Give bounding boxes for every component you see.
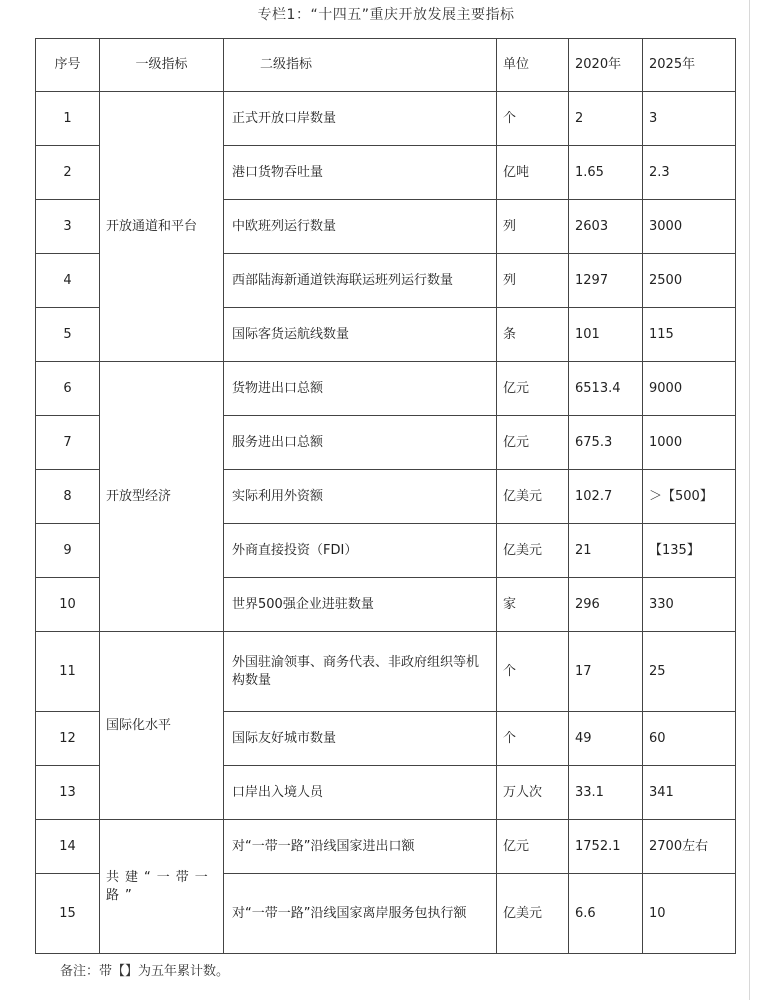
header-2020: 2020年 [569, 39, 643, 92]
value-2020: 17 [569, 632, 643, 712]
header-row [36, 39, 736, 92]
header-no: 序号 [36, 39, 100, 92]
level2-indicator: 中欧班列运行数量 [224, 200, 497, 254]
unit-cell: 亿吨 [497, 146, 569, 200]
row-number: 6 [36, 362, 100, 416]
row-number: 8 [36, 470, 100, 524]
row-number: 11 [36, 632, 100, 712]
unit-cell: 亿美元 [497, 874, 569, 954]
value-2025: ＞【500】 [643, 470, 736, 524]
value-2020: 1297 [569, 254, 643, 308]
unit-cell: 列 [497, 200, 569, 254]
value-2020: 2 [569, 92, 643, 146]
value-2025: 10 [643, 874, 736, 954]
row-number: 1 [36, 92, 100, 146]
value-2025: 3 [643, 92, 736, 146]
row-number: 5 [36, 308, 100, 362]
footnote: 备注：带【】为五年累计数。 [60, 964, 230, 979]
value-2025: 60 [643, 712, 736, 766]
level2-indicator: 港口货物吞吐量 [224, 146, 497, 200]
level1-indicator: 开放通道和平台 [100, 92, 224, 362]
value-2020: 1.65 [569, 146, 643, 200]
level2-indicator: 口岸出入境人员 [224, 766, 497, 820]
level2-indicator: 实际利用外资额 [224, 470, 497, 524]
level1-indicator: 开放型经济 [100, 362, 224, 632]
value-2020: 2603 [569, 200, 643, 254]
unit-cell: 亿美元 [497, 524, 569, 578]
level1-indicator: 共建“一带一路” [100, 820, 224, 954]
level2-indicator: 国际客货运航线数量 [224, 308, 497, 362]
table-row [36, 92, 736, 146]
level2-indicator: 货物进出口总额 [224, 362, 497, 416]
unit-cell: 亿美元 [497, 470, 569, 524]
value-2020: 296 [569, 578, 643, 632]
table-row [36, 362, 736, 416]
value-2025: 115 [643, 308, 736, 362]
header-2025: 2025年 [643, 39, 736, 92]
value-2020: 102.7 [569, 470, 643, 524]
unit-cell: 个 [497, 632, 569, 712]
table-row [36, 632, 736, 712]
header-unit: 单位 [497, 39, 569, 92]
row-number: 4 [36, 254, 100, 308]
value-2025: 1000 [643, 416, 736, 470]
unit-cell: 个 [497, 712, 569, 766]
level2-indicator: 外商直接投资（FDI） [224, 524, 497, 578]
value-2025: 【135】 [643, 524, 736, 578]
table-row [36, 820, 736, 874]
row-number: 14 [36, 820, 100, 874]
value-2020: 1752.1 [569, 820, 643, 874]
row-number: 10 [36, 578, 100, 632]
value-2020: 6513.4 [569, 362, 643, 416]
level2-indicator: 正式开放口岸数量 [224, 92, 497, 146]
value-2020: 49 [569, 712, 643, 766]
unit-cell: 万人次 [497, 766, 569, 820]
row-number: 15 [36, 874, 100, 954]
table-caption: 专栏1：“十四五”重庆开放发展主要指标 [257, 7, 515, 23]
unit-cell: 亿元 [497, 416, 569, 470]
row-number: 2 [36, 146, 100, 200]
unit-cell: 列 [497, 254, 569, 308]
row-number: 3 [36, 200, 100, 254]
value-2025: 2700左右 [643, 820, 736, 874]
header-level1: 一级指标 [100, 39, 224, 92]
page-edge-line [749, 0, 750, 1000]
value-2025: 9000 [643, 362, 736, 416]
row-number: 9 [36, 524, 100, 578]
row-number: 12 [36, 712, 100, 766]
value-2020: 6.6 [569, 874, 643, 954]
value-2025: 25 [643, 632, 736, 712]
level2-indicator: 对“一带一路”沿线国家进出口额 [224, 820, 497, 874]
value-2020: 21 [569, 524, 643, 578]
level2-indicator: 服务进出口总额 [224, 416, 497, 470]
value-2025: 2.3 [643, 146, 736, 200]
level2-indicator: 西部陆海新通道铁海联运班列运行数量 [224, 254, 497, 308]
value-2025: 341 [643, 766, 736, 820]
level1-indicator: 国际化水平 [100, 632, 224, 820]
level2-indicator: 外国驻渝领事、商务代表、非政府组织等机构数量 [224, 632, 497, 712]
unit-cell: 家 [497, 578, 569, 632]
value-2020: 675.3 [569, 416, 643, 470]
value-2025: 3000 [643, 200, 736, 254]
unit-cell: 亿元 [497, 820, 569, 874]
indicator-table [35, 38, 736, 954]
value-2020: 33.1 [569, 766, 643, 820]
level2-indicator: 对“一带一路”沿线国家离岸服务包执行额 [224, 874, 497, 954]
unit-cell: 个 [497, 92, 569, 146]
value-2020: 101 [569, 308, 643, 362]
level2-indicator: 世界500强企业进驻数量 [224, 578, 497, 632]
unit-cell: 亿元 [497, 362, 569, 416]
value-2025: 330 [643, 578, 736, 632]
value-2025: 2500 [643, 254, 736, 308]
header-level2: 二级指标 [224, 39, 497, 92]
level2-indicator: 国际友好城市数量 [224, 712, 497, 766]
row-number: 13 [36, 766, 100, 820]
unit-cell: 条 [497, 308, 569, 362]
row-number: 7 [36, 416, 100, 470]
